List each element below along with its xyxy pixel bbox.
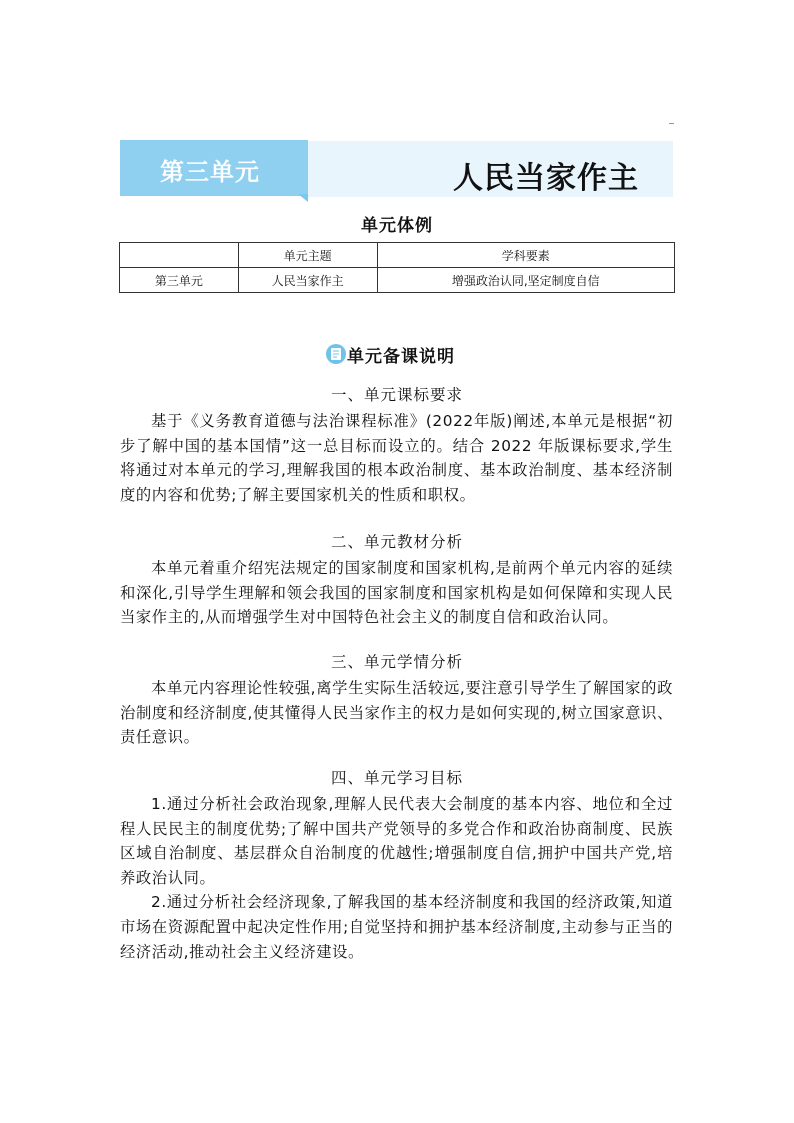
- section-heading: 二、单元教材分析: [330, 533, 463, 551]
- table-cell: 第三单元: [120, 268, 239, 293]
- section-heading: 三、单元学情分析: [330, 653, 463, 671]
- unit-system-table: [119, 242, 675, 293]
- section-heading: 四、单元学习目标: [330, 769, 463, 787]
- paragraph: 基于《义务教育道德与法治课程标准》(2022年版)阐述,本单元是根据“初步了解中国的基本国情”这一总目标而设立的。结合 2022 年版课标要求,学生将通过对本单元的学习,理解我国的根本政治制度、基本政治制度、基本经济制度的内容和优势;了解主要国家机关的性质和职权。: [120, 412, 673, 504]
- section-body: [120, 409, 673, 507]
- corner-mark: [669, 123, 674, 124]
- section-heading: 一、单元课标要求: [330, 386, 463, 404]
- paragraph: 本单元着重介绍宪法规定的国家制度和国家机构,是前两个单元内容的延续和深化,引导学生理解和领会我国的国家制度和国家机构是如何保障和实现人民当家作主的,从而增强学生对中国特色社会主义的制度自信和政治认同。: [120, 559, 673, 627]
- system-title: 单元体例: [361, 216, 433, 236]
- unit-banner: [120, 140, 673, 200]
- table-header-cell: [120, 243, 239, 268]
- paragraph: 2.通过分析社会经济现象,了解我国的基本经济制度和我国的经济政策,知道市场在资源配置中起决定性作用;自觉坚持和拥护基本经济制度,主动参与正当的经济活动,推动社会主义经济建设。: [120, 893, 673, 961]
- unit-title-box: [308, 141, 673, 197]
- table-cell: 增强政治认同,坚定制度自信: [377, 268, 674, 293]
- section-body: [120, 556, 673, 630]
- book-icon: [326, 344, 346, 364]
- section-body: [120, 792, 673, 964]
- table-header-row: [120, 243, 675, 268]
- banner-fold: [298, 194, 308, 202]
- unit-label-box: [120, 140, 308, 196]
- unit-label: 第三单元: [160, 158, 260, 186]
- paragraph: 1.通过分析社会政治现象,理解人民代表大会制度的基本内容、地位和全过程人民民主的制度优势;了解中国共产党领导的多党合作和政治协商制度、民族区域自治制度、基层群众自治制度的优越性;增强制度自信,拥护中国共产党,培养政治认同。: [120, 795, 673, 887]
- section-body: [120, 676, 673, 750]
- prep-title: 单元备课说明: [347, 347, 455, 367]
- table-header-cell: 单元主题: [238, 243, 377, 268]
- table-cell: 人民当家作主: [238, 268, 377, 293]
- table-header-cell: 学科要素: [377, 243, 674, 268]
- paragraph: 本单元内容理论性较强,离学生实际生活较远,要注意引导学生了解国家的政治制度和经济制度,使其懂得人民当家作主的权力是如何实现的,树立国家意识、责任意识。: [120, 679, 673, 747]
- table-row: [120, 268, 675, 293]
- unit-title: 人民当家作主: [453, 161, 639, 196]
